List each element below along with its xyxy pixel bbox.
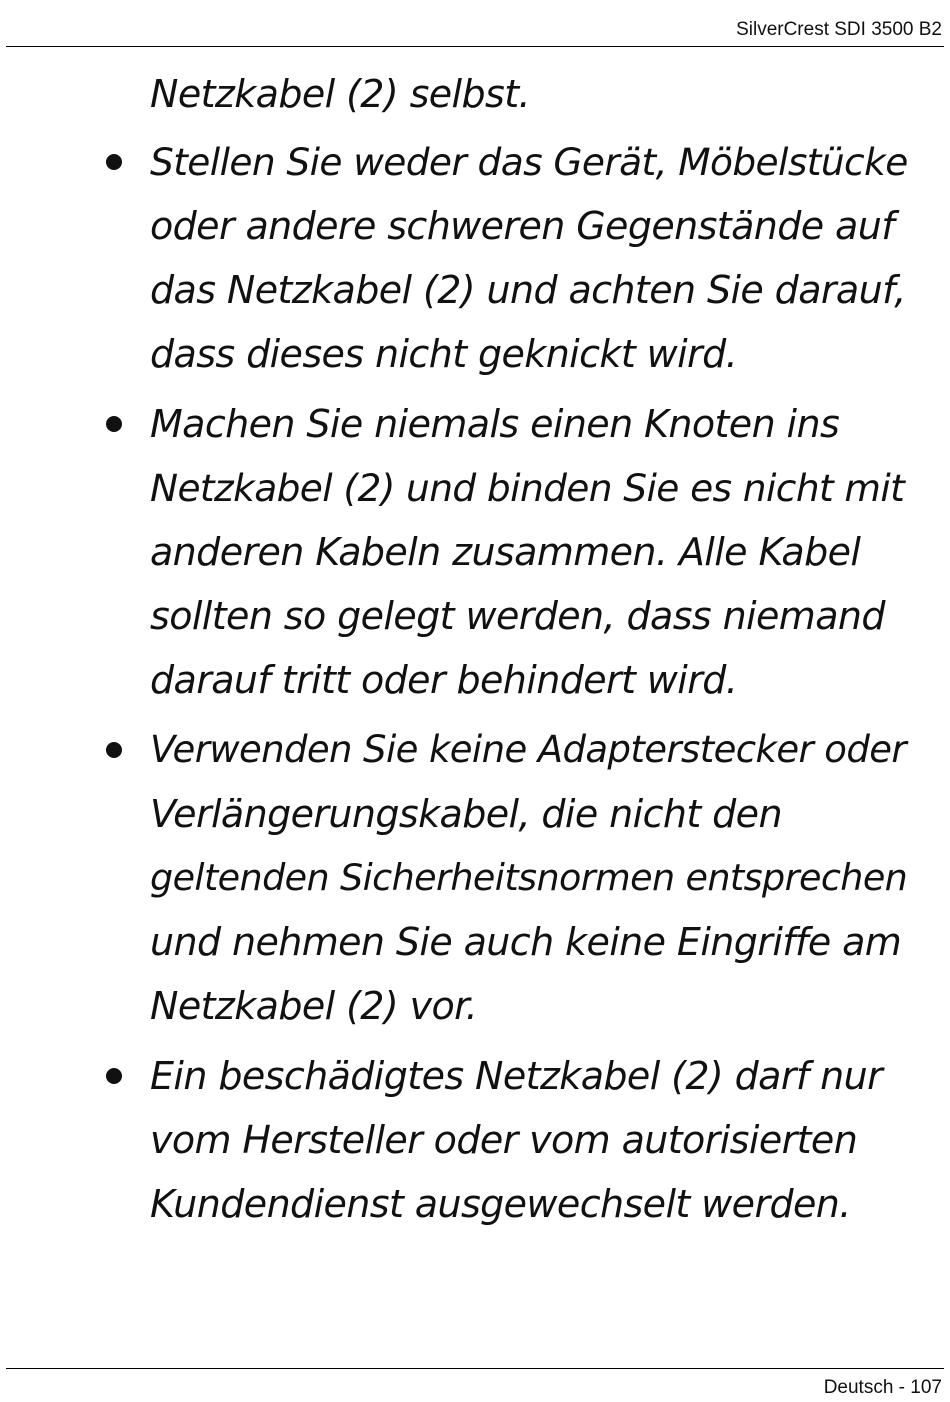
bullet-2-line: darauf tritt oder behindert wird. (150, 658, 738, 702)
bullet-4-line: Ein beschädigtes Netzkabel (2) darf nur (150, 1054, 883, 1098)
bullet-2-line: sollten so gelegt werden, dass niemand (150, 594, 885, 638)
bullet-4-line: vom Hersteller oder vom autorisierten (150, 1118, 858, 1162)
page-header (0, 0, 950, 48)
bullet-3-line: Netzkabel (2) vor. (150, 984, 478, 1028)
bullet-icon (106, 154, 122, 170)
bullet-3-line: Verlängerungskabel, die nicht den (150, 792, 782, 836)
bullet-1-line: dass dieses nicht geknickt wird. (150, 332, 738, 376)
bullet-3-line: geltenden Sicherheitsnormen entsprechen (150, 856, 908, 899)
bullet-3-line: Verwenden Sie keine Adapterstecker oder (150, 728, 906, 771)
bullet-2-line: anderen Kabeln zusammen. Alle Kabel (150, 530, 861, 574)
bullet-1-line: das Netzkabel (2) und achten Sie darauf, (150, 268, 906, 312)
bullet-2-line: Netzkabel (2) und binden Sie es nicht mit (150, 466, 905, 510)
bullet-icon (106, 416, 122, 432)
page-number: Deutsch - 107 (823, 1377, 942, 1398)
continuation-line: Netzkabel (2) selbst. (150, 72, 531, 116)
footer-divider (6, 1368, 944, 1369)
page-footer (0, 1360, 950, 1402)
bullet-3-line: und nehmen Sie auch keine Eingriffe am (150, 920, 902, 964)
bullet-icon (106, 742, 122, 758)
bullet-icon (106, 1068, 122, 1084)
bullet-1-line: oder andere schweren Gegenstände auf (150, 204, 895, 248)
bullet-1-line: Stellen Sie weder das Gerät, Möbelstücke (150, 140, 908, 184)
header-divider (6, 46, 944, 47)
bullet-4-line: Kundendienst ausgewechselt werden. (150, 1182, 851, 1226)
header-title: SilverCrest SDI 3500 B2 (736, 19, 942, 40)
bullet-2-line: Machen Sie niemals einen Knoten ins (150, 402, 840, 446)
